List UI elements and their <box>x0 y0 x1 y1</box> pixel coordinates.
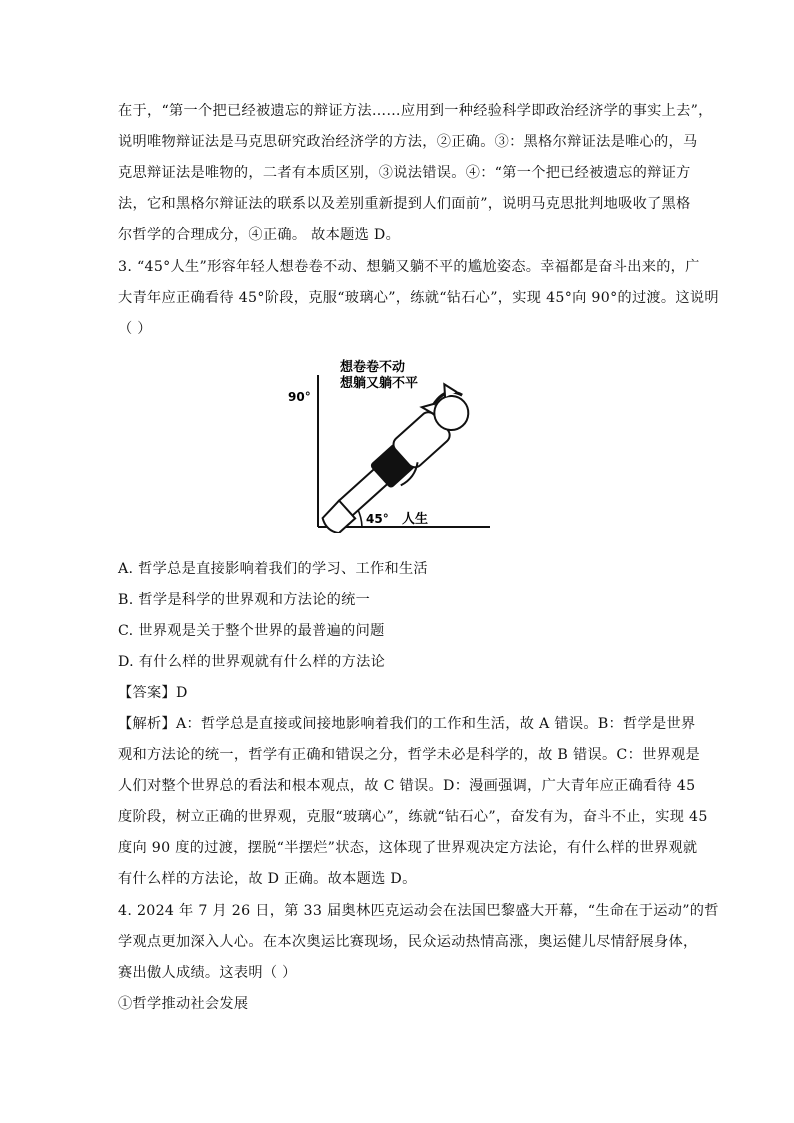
text-line: 法，它和黑格尔辩证法的联系以及差别重新提到人们面前”，说明马克思批判地吸收了黑格 <box>118 196 691 212</box>
text-line: 在于，“第一个把已经被遗忘的辩证方法……应用到一种经验科学即政治经济学的事实上去”， <box>118 103 713 119</box>
question-3-stem <box>118 252 719 345</box>
text-line: 说明唯物辩证法是马克思研究政治经济学的方法，②正确。③：黑格尔辩证法是唯心的，马 <box>118 134 698 150</box>
caption-line-2: 想躺又躺不平 <box>340 376 419 391</box>
option-d: D. 有什么样的世界观就有什么样的方法论 <box>118 654 386 670</box>
text-line: 观和方法论的统一，哲学有正确和错误之分，哲学未必是科学的，故 B 错误。C：世界观是 <box>118 747 701 763</box>
answer-line: 【答案】D <box>118 685 188 701</box>
text-line: 克思辩证法是唯物的，二者有本质区别，③说法错误。④：“第一个把已经被遗忘的辩证方 <box>118 165 691 181</box>
option-b: B. 哲学是科学的世界观和方法论的统一 <box>118 592 371 608</box>
question-3-analysis <box>118 709 708 895</box>
caption-line-1: 想卷卷不动 <box>340 360 406 375</box>
angle-45-label: 45° <box>366 512 389 526</box>
text-line: ①哲学推动社会发展 <box>118 996 249 1012</box>
text-line: 有什么样的方法论，故 D 正确。故本题选 D。 <box>118 871 417 887</box>
text-line: 尔哲学的合理成分，④正确。 故本题选 D。 <box>118 227 401 243</box>
question-3-answer <box>118 678 690 709</box>
option-a: A. 哲学总是直接影响着我们的学习、工作和生活 <box>118 561 428 577</box>
question-4-stem <box>118 896 719 1020</box>
text-line: 度阶段，树立正确的世界观，克服“玻璃心”，练就“钻石心”，奋发有为，奋斗不止，实现 45 <box>118 809 708 825</box>
text-line: 人们对整个世界总的看法和根本观点，故 C 错误。D：漫画强调，广大青年应正确看待 45 <box>118 778 696 794</box>
text-line: 3. “45°人生”形容年轻人想卷卷不动、想躺又躺不平的尴尬姿态。幸福都是奋斗出来的，广 <box>118 259 700 275</box>
life-label: 人生 <box>402 512 429 527</box>
cartoon-45-degree-life <box>284 355 496 533</box>
question-3-options <box>118 554 690 678</box>
leaning-person <box>309 380 481 533</box>
text-line: 【解析】A：哲学总是直接或间接地影响着我们的工作和生活，故 A 错误。B：哲学是世界 <box>118 716 696 732</box>
text-line: （ ） <box>118 321 152 337</box>
text-line: 大青年应正确看待 45°阶段，克服“玻璃心”，练就“钻石心”，实现 45°向 90°的过渡。这说明 <box>118 290 719 306</box>
text-line: 度向 90 度的过渡，摆脱“半摆烂”状态，这体现了世界观决定方法论，有什么样的世界观就 <box>118 840 698 856</box>
text-line: 学观点更加深入人心。在本次奥运比赛现场，民众运动热情高涨，奥运健儿尽情舒展身体， <box>118 934 698 950</box>
text-line: 4. 2024 年 7 月 26 日，第 33 届奥林匹克运动会在法国巴黎盛大开幕，“生命在于运动”的哲 <box>118 903 719 919</box>
previous-analysis-paragraph <box>118 96 713 251</box>
option-c: C. 世界观是关于整个世界的最普遍的问题 <box>118 623 385 639</box>
angle-90-label: 90° <box>288 390 311 404</box>
text-line: 赛出傲人成绩。这表明（ ） <box>118 965 297 981</box>
